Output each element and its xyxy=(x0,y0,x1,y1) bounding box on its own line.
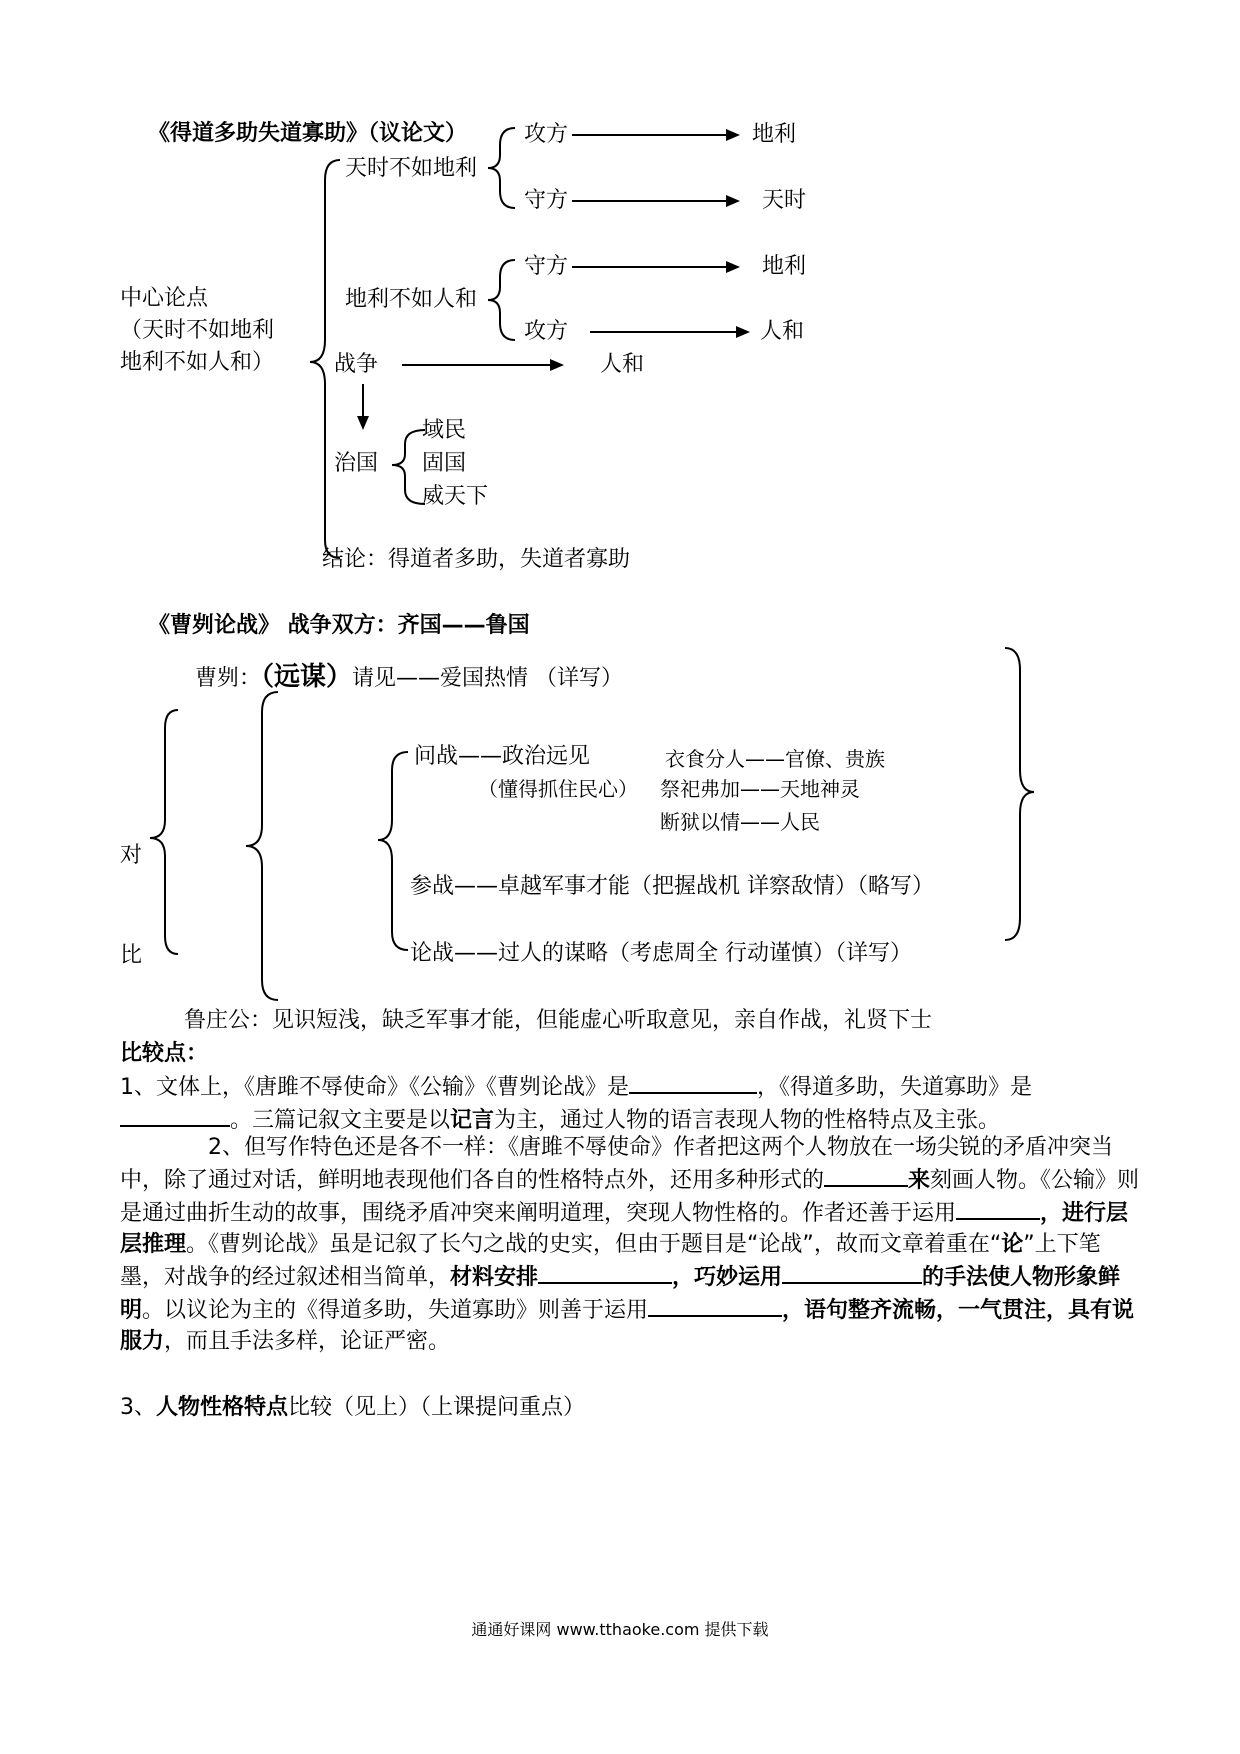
war-result: 人和 xyxy=(600,352,645,377)
fill-blank[interactable] xyxy=(824,1163,908,1187)
lunzhan: 论战——过人的谋略（考虑周全 行动谨慎）（详写） xyxy=(410,941,912,966)
footer: 通通好课网 www.tthaoke.com 提供下载 xyxy=(471,1620,769,1639)
caogui-label: 曹刿： xyxy=(195,666,262,691)
contrast-label-1: 对 xyxy=(120,843,143,868)
arg1-attacker-result: 地利 xyxy=(752,122,797,147)
arg2-attacker-result: 人和 xyxy=(760,319,805,344)
wenzhan: 问战——政治远见 xyxy=(414,744,591,769)
war-label: 战争 xyxy=(334,352,379,377)
luzhuanggong: 鲁庄公：见识短浅，缺乏军事才能，但能虚心听取意见，亲自作战，礼贤下士 xyxy=(184,1008,933,1033)
qingjian: 请见——爱国热情 （详写） xyxy=(352,666,624,691)
arg2-defender-result: 地利 xyxy=(762,254,807,279)
central-argument-detail-2: 地利不如人和） xyxy=(120,350,275,375)
yuanmou: （远谋） xyxy=(261,662,353,692)
fill-blank[interactable] xyxy=(782,1260,922,1284)
central-argument-detail-1: （天时不如地利 xyxy=(120,318,275,343)
caogui-line xyxy=(195,663,623,693)
comparison-heading: 比较点： xyxy=(120,1041,209,1066)
argument-1: 天时不如地利 xyxy=(345,156,478,181)
fill-blank[interactable] xyxy=(629,1070,757,1094)
arg1-defender-result: 天时 xyxy=(762,188,807,213)
fill-blank[interactable] xyxy=(648,1293,782,1317)
govern-label: 治国 xyxy=(334,451,379,476)
fill-blank[interactable] xyxy=(120,1103,230,1127)
arg2-defender: 守方 xyxy=(524,254,569,279)
govern-item: 威天下 xyxy=(422,484,489,509)
govern-item: 固国 xyxy=(422,451,467,476)
fill-blank[interactable] xyxy=(538,1260,672,1284)
list-item: 断狱以情——人民 xyxy=(660,810,820,834)
section1-title: 《得道多助失道寡助》（议论文） xyxy=(148,121,468,146)
central-argument-label: 中心论点 xyxy=(120,286,209,311)
comparison-paragraph-1: 1、文体上，《唐雎不辱使命》《公输》《曹刿论战》是 ，《得道多助，失道寡助》是。三篇记叙文主要是以记言为主，通过人物的语言表现人物的性格特点及主张。 xyxy=(120,1070,1140,1136)
comparison-paragraph-2: 2、但写作特色还是各不一样：《唐雎不辱使命》作者把这两个人物放在一场尖锐的矛盾冲突当中，除了通过对话，鲜明地表现他们各自的性格特点外，还用多种形式的 来刻画人物。《公输》则是通过曲折生动的故事，围绕矛盾冲突来阐明道理，突现人物性格的。作者还善于运用 ，进行层层推理。《曹刿论战》虽是记叙了长勺之战的史实，但由于题目是“论战”，故而文章着重在“论”上下笔墨，对战争的经过叙述相当简单，材料安排 ，巧妙运用 的手法使人物形象鲜明。以议论为主的《得道多助，失道寡助》则善于运用 ，语句整齐流畅，一气贯注，具有说服力，而且手法多样，论证严密。 xyxy=(120,1135,1140,1354)
govern-item: 域民 xyxy=(422,418,467,443)
list-item: 祭祀弗加——天地神灵 xyxy=(660,777,860,801)
fill-blank[interactable] xyxy=(956,1196,1040,1220)
list-item: 衣食分人——官僚、贵族 xyxy=(665,747,885,771)
argument-2: 地利不如人和 xyxy=(345,287,478,312)
arg1-defender: 守方 xyxy=(524,188,569,213)
section2-title: 《曹刿论战》 战争双方：齐国——鲁国 xyxy=(148,613,530,638)
arg2-attacker: 攻方 xyxy=(524,319,569,344)
contrast-label-2: 比 xyxy=(120,943,143,968)
comparison-paragraph-3: 3、人物性格特点比较（见上）（上课提问重点） xyxy=(120,1395,586,1420)
wenzhan-note: （懂得抓住民心） xyxy=(478,777,638,801)
arg1-attacker: 攻方 xyxy=(524,122,569,147)
canzhan: 参战——卓越军事才能（把握战机 详察敌情）（略写） xyxy=(410,874,934,899)
conclusion: 结论：得道者多助，失道者寡助 xyxy=(322,547,631,572)
